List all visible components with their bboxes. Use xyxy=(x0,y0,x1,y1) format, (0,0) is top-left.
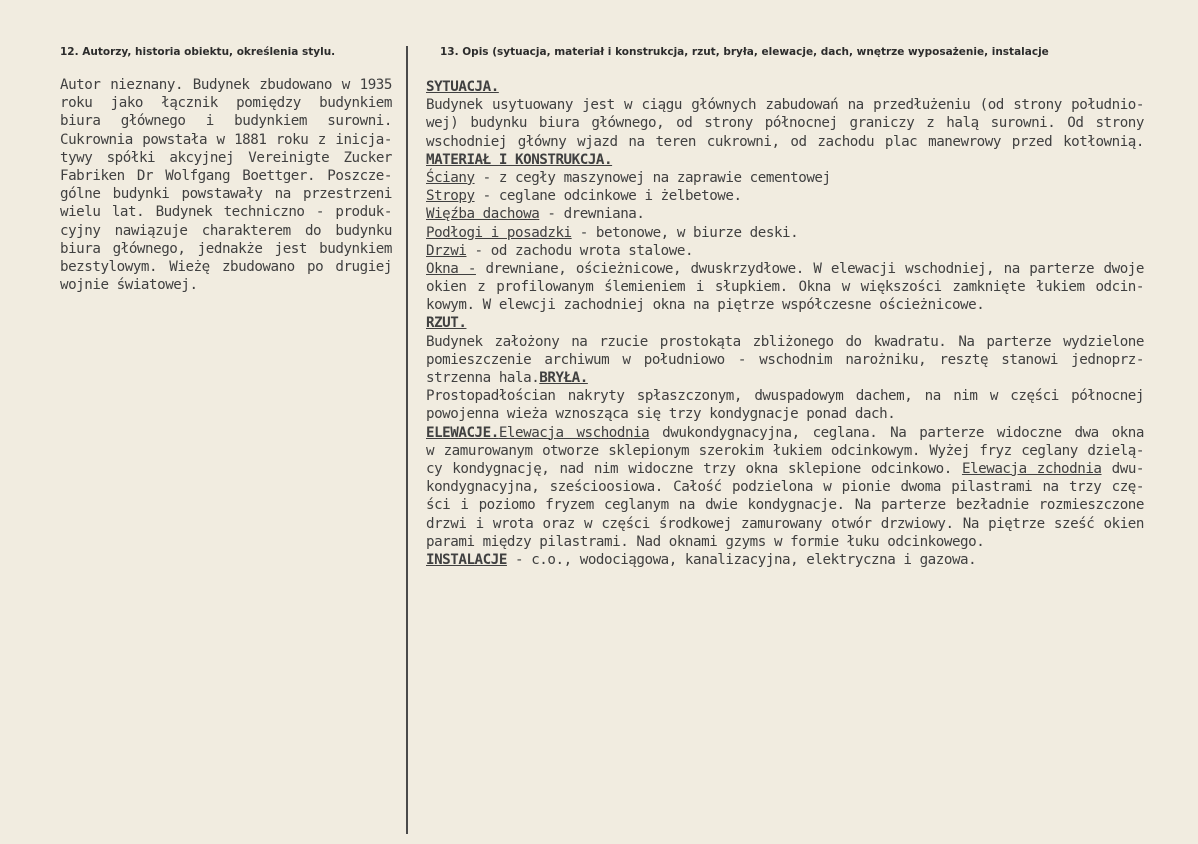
material-line: okien z profilowanym ślemieniem i słupkiem. Okna w większości zamknięte łukiem odcin- xyxy=(426,279,1144,296)
history-line: cyjny nawiązuje charakterem do budynku xyxy=(60,222,392,239)
text-stropy: - ceglane odcinkowe i żelbetowe. xyxy=(474,188,742,205)
material-row xyxy=(426,205,1144,223)
elewacje-line: w zamurowanym otworze sklepionym szerokim łukiem odcinkowym. Wyżej fryz ceglany dzielą- xyxy=(426,442,1144,459)
history-line: biura głównego, jednakże jest budynkiem xyxy=(60,240,392,257)
heading-material: MATERIAŁ I KONSTRUKCJA. xyxy=(426,151,613,168)
sytuacja-line: Budynek usytuowany jest w ciągu głównych zabudowań na przedłużeniu (od strony południo- xyxy=(426,97,1144,114)
rzut-line: pomieszczenie archiwum w południowo - wschodnim narożniku, resztę stanowi jednoprz- xyxy=(426,351,1144,368)
text-elewacja-wschodnia: dwukondygnacyjna, ceglana. Na parterze widoczne dwa okna xyxy=(649,424,1144,441)
label-drzwi: Drzwi xyxy=(426,242,467,259)
history-line: biura głównego i budynkiem surowni. xyxy=(60,113,392,130)
material-row xyxy=(426,169,1144,187)
label-wiezba: Więźba dachowa xyxy=(426,206,540,223)
label-okna: Okna - xyxy=(426,260,476,277)
elewacje-line: ści i poziomo fryzem ceglanym na dwie kondygnacje. Na parterze bezładnie rozmieszczone xyxy=(426,497,1144,514)
elewacje-line xyxy=(426,424,1144,442)
heading-sytuacja: SYTUACJA. xyxy=(426,79,499,95)
label-sciany: Ściany xyxy=(426,169,475,186)
history-line: Autor nieznany. Budynek zbudowano w 1935 xyxy=(60,77,392,93)
heading-elewacje: ELEWACJE. xyxy=(426,424,499,441)
material-row xyxy=(426,260,1144,278)
history-line: gólne budynki powstawały na przestrzeni xyxy=(60,186,392,203)
history-line: Fabriken Dr Wolfgang Boettger. Poszcze- xyxy=(60,167,392,184)
text-wiezba: - drewniana. xyxy=(539,206,645,223)
instalacje-line xyxy=(426,551,1144,569)
history-line: tywy spółki akcyjnej Vereinigte Zucker xyxy=(60,149,392,166)
material-line: kowym. W elewcji zachodniej okna na piętrze współczesne ościeżnicowe. xyxy=(426,297,985,314)
bryla-line: powojenna wieża wznosząca się trzy kondygnacje ponad dach. xyxy=(426,406,896,423)
heading-bryla: BRYŁA. xyxy=(539,370,588,386)
description-text-block xyxy=(426,78,1144,569)
text-sciany: - z cegły maszynowej na zaprawie cementowej xyxy=(474,169,831,186)
history-text-block xyxy=(60,76,392,294)
label-elewacja-wschodnia: Elewacja wschodnia xyxy=(498,424,650,441)
text-drzwi: - od zachodu wrota stalowe. xyxy=(466,242,694,259)
elewacje-line: kondygnacyjna, sześcioosiowa. Całość podzielona w pionie dwoma pilastrami na trzy czę- xyxy=(426,479,1144,496)
elewacje-tail: dwu- xyxy=(1101,460,1144,477)
label-stropy: Stropy xyxy=(426,188,475,205)
material-row xyxy=(426,187,1144,205)
elewacje-line: parami między pilastrami. Nad oknami gzyms w formie łuku odcinkowego. xyxy=(426,533,985,550)
rzut-line: Budynek założony na rzucie prostokąta zbliżonego do kwadratu. Na parterze wydzielone xyxy=(426,333,1144,350)
history-line: Cukrownia powstała w 1881 roku z inicja- xyxy=(60,131,392,148)
section-13-header: 13. Opis (sytuacja, materiał i konstrukcja, rzut, bryła, elewacje, dach, wnętrze wyposażenie, instalacje xyxy=(440,46,1049,58)
history-line: roku jako łącznik pomiędzy budynkiem xyxy=(60,95,392,112)
text-podlogi: - betonowe, w biurze deski. xyxy=(571,224,799,241)
elewacje-line xyxy=(426,460,1144,478)
sytuacja-line: wschodniej główny wjazd na teren cukrowni, od zachodu plac manewrowy przed kotłownią. xyxy=(426,133,1144,150)
heading-instalacje: INSTALACJE xyxy=(426,551,507,568)
sytuacja-line: wej) budynku biura głównego, od strony północnej graniczy z halą surowni. Od strony xyxy=(426,115,1144,132)
history-line: bezstylowym. Wieżę zbudowano po drugiej xyxy=(60,258,392,275)
label-elewacja-zachodnia: Elewacja zchodnia xyxy=(961,460,1102,477)
label-podlogi: Podłogi i posadzki xyxy=(426,224,572,241)
text-okna: drewniane, ościeżnicowe, dwuskrzydłowe. W elewacji wschodniej, na parterze dwoje xyxy=(475,260,1144,277)
history-line: wojnie światowej. xyxy=(60,277,198,294)
heading-rzut: RZUT. xyxy=(426,315,467,332)
history-line: wielu lat. Budynek techniczno - produk- xyxy=(60,204,392,221)
material-row xyxy=(426,224,1144,242)
material-row xyxy=(426,242,1144,260)
rzut-text: strzenna hala. xyxy=(426,370,540,386)
elewacje-text: cy kondygnację, nad nim widoczne trzy okna sklepione odcinkowo. xyxy=(426,460,962,477)
text-instalacje: - c.o., wodociągowa, kanalizacyjna, elektryczna i gazowa. xyxy=(506,551,977,568)
section-12-header: 12. Autorzy, historia obiektu, określenia stylu. xyxy=(60,46,336,58)
bryla-line: Prostopadłościan nakryty spłaszczonym, dwuspadowym dachem, na nim w części północnej xyxy=(426,388,1144,405)
rzut-line xyxy=(426,369,1144,387)
elewacje-line: drzwi i wrota oraz w części środkowej zamurowany otwór drzwiowy. Na piętrze sześć okien xyxy=(426,515,1144,532)
column-divider xyxy=(406,46,408,834)
